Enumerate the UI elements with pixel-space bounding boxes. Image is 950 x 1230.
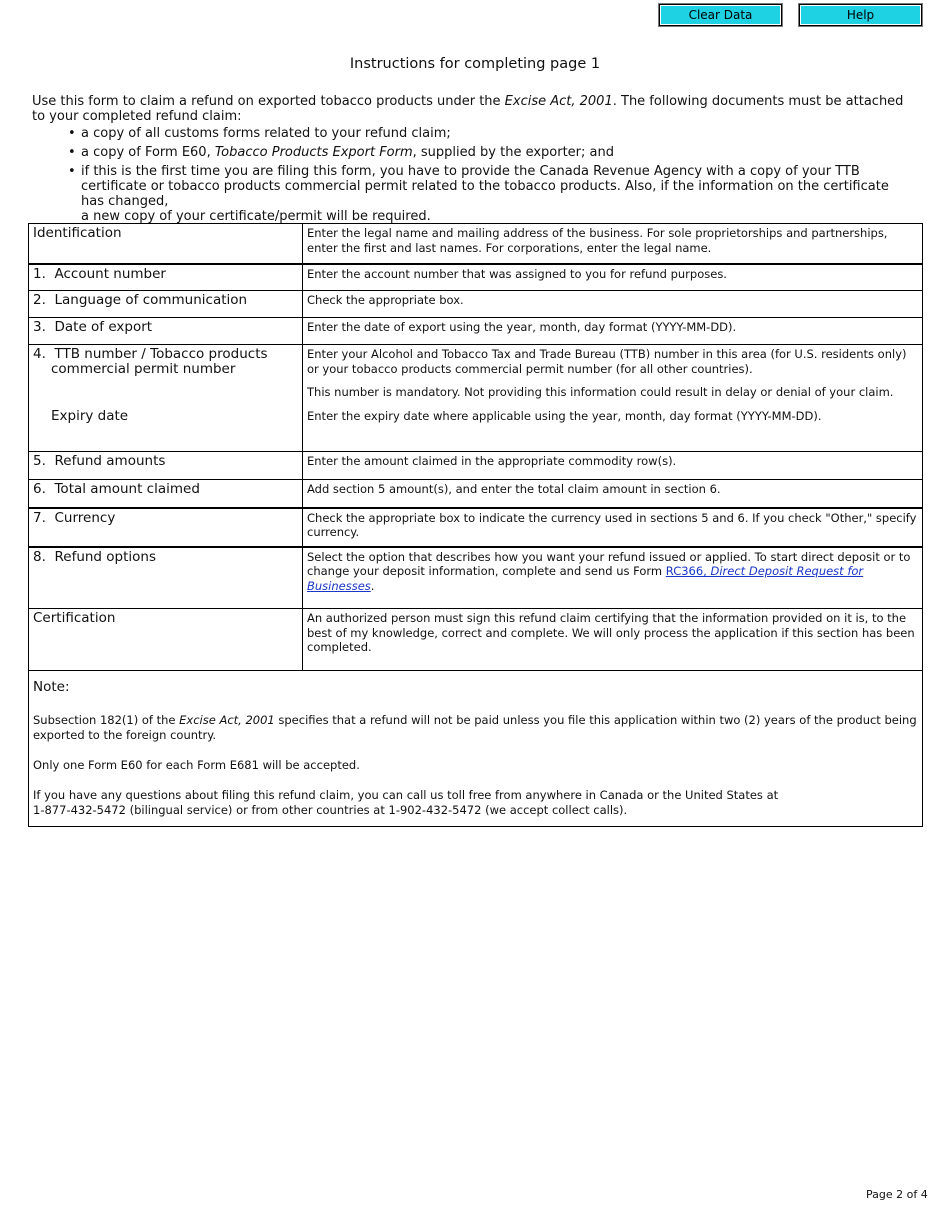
table-row-identification: [29, 224, 923, 264]
row-description-text: Enter the expiry date where applicable using the year, month, day format (YYYY-MM-DD).: [307, 408, 822, 423]
row-number: 5.: [33, 453, 46, 469]
row-label: [29, 480, 303, 508]
row-number: 6.: [33, 481, 46, 497]
list-item: [32, 145, 912, 160]
row-description: [303, 547, 923, 609]
bullet-icon: •: [68, 164, 76, 179]
page-number: Page 2 of 4: [866, 1188, 928, 1201]
bullet-icon: •: [68, 145, 76, 160]
clear-data-button[interactable]: Clear Data: [659, 4, 782, 26]
intro-lead-text-2: . The following documents must be attached to your completed refund claim:: [32, 94, 904, 124]
row-label-text: Date of export: [54, 319, 153, 335]
note-box: [29, 671, 923, 827]
note-title: Note:: [33, 679, 70, 695]
row-description-text: Check the appropriate box to indicate the currency used in sections 5 and 6. If you check "Other," specify currency.: [307, 510, 917, 539]
row-number: 7.: [33, 509, 46, 526]
row-description: [303, 224, 923, 264]
table-row-note: [29, 671, 923, 827]
row-label: [29, 224, 303, 264]
table-row-certification: [29, 609, 923, 671]
table-row-refund-options: [29, 547, 923, 609]
list-item-text: a new copy of your certificate/permit will be required.: [81, 209, 431, 224]
row-description: [303, 345, 923, 452]
row-label: [29, 508, 303, 547]
list-item-text: a copy of Form E60,: [81, 145, 215, 160]
row-description: [303, 609, 923, 671]
help-button[interactable]: Help: [799, 4, 922, 26]
list-item-text: a copy of all customs forms related to your refund claim;: [81, 126, 451, 141]
row-label-text: Total amount claimed: [54, 481, 200, 497]
row-label-text: Certification: [33, 610, 116, 626]
form-title: Tobacco Products Export Form: [214, 145, 413, 160]
form-title: Direct Deposit Request for Businesses: [307, 564, 864, 593]
row-description-text: Add section 5 amount(s), and enter the total claim amount in section 6.: [307, 482, 721, 496]
row-label: [29, 547, 303, 609]
row-label: [29, 264, 303, 291]
intro-section: [32, 94, 912, 228]
row-number: 8.: [33, 548, 46, 565]
row-description-text: enter the first and last names. For corporations, enter the legal name.: [307, 240, 712, 255]
required-documents-list: [32, 126, 912, 224]
row-description-text: Enter the amount claimed in the appropriate commodity row(s).: [307, 454, 677, 468]
row-number: 1.: [33, 265, 46, 282]
table-row-currency: [29, 508, 923, 547]
row-label-text: Identification: [33, 225, 122, 241]
row-label-text: commercial permit number: [51, 361, 236, 377]
row-description-text: This number is mandatory. Not providing this information could result in delay or denial of your claim.: [307, 385, 894, 399]
list-item: [32, 164, 912, 224]
intro-act-name: Excise Act, 2001: [504, 94, 613, 109]
row-label-text: Language of communication: [54, 292, 248, 308]
row-label-text: Currency: [54, 509, 116, 526]
row-description: [303, 264, 923, 291]
row-label: [29, 609, 303, 671]
row-description: [303, 291, 923, 318]
expiry-date-label: Expiry date: [51, 408, 129, 424]
row-label: [29, 345, 303, 452]
note-paragraph: [33, 713, 918, 743]
form-code: RC366,: [665, 564, 711, 578]
row-description-text: An authorized person must sign this refund claim certifying that the information provided on it is, to the best of my knowledge, correct and complete. We will only process the application if this section has been completed.: [307, 611, 915, 654]
note-text: Subsection 182(1) of the: [33, 713, 180, 727]
row-description-text: Enter the legal name and mailing address of the business. For sole proprietorships and partnerships,: [307, 226, 888, 240]
table-row-refund-amounts: [29, 452, 923, 480]
row-label: [29, 318, 303, 345]
intro-lead: [32, 94, 912, 124]
table-row-total-amount: [29, 480, 923, 508]
note-paragraph: [33, 788, 918, 818]
row-description-text: Enter your Alcohol and Tobacco Tax and Trade Bureau (TTB) number in this area (for U.S. residents only) or your tobacco products commercial permit number (for all other countries).: [307, 347, 907, 376]
bullet-icon: •: [68, 126, 76, 141]
table-row-ttb-number: [29, 345, 923, 452]
list-item: [32, 126, 912, 141]
table-row-date-of-export: [29, 318, 923, 345]
list-item-text: if this is the first time you are filing this form, you have to provide the Canada Revenue Agency with a copy of your TTB certificate or tobacco products commercial permit related to the tobacco products. Also, if the information on the certificate has changed,: [81, 164, 889, 209]
row-description-text: Check the appropriate box.: [307, 293, 464, 307]
row-description-text: Select the option that describes how you want your refund issued or applied. To start direct deposit or to change your deposit information, complete and send us Form: [307, 549, 911, 578]
row-description: [303, 318, 923, 345]
table-row-account-number: [29, 264, 923, 291]
note-paragraph: Only one Form E60 for each Form E681 will be accepted.: [33, 758, 360, 772]
row-description-text: Enter the date of export using the year, month, day format (YYYY-MM-DD).: [307, 320, 737, 334]
row-label-text: Account number: [54, 265, 166, 282]
row-description: [303, 508, 923, 547]
row-number: 2.: [33, 292, 46, 308]
row-label: [29, 291, 303, 318]
act-name: Excise Act, 2001: [179, 713, 275, 727]
instructions-table: [28, 223, 923, 827]
note-text: If you have any questions about filing this refund claim, you can call us toll free from anywhere in Canada or the United States at: [33, 788, 779, 802]
row-description-text: Enter the account number that was assigned to you for refund purposes.: [307, 266, 727, 281]
table-row-language: [29, 291, 923, 318]
row-description-text: .: [370, 578, 375, 593]
row-label-text: Refund amounts: [54, 453, 166, 469]
row-description: [303, 452, 923, 480]
note-text: 1-877-432-5472 (bilingual service) or from other countries at 1-902-432-5472 (we accept collect calls).: [33, 803, 628, 817]
row-label-text: Refund options: [54, 548, 157, 565]
row-number: 3.: [33, 319, 46, 335]
page-title: Instructions for completing page 1: [349, 56, 601, 72]
note-text: specifies that a refund will not be paid unless you file this application within two (2) years of the product being exported to the foreign country.: [33, 713, 917, 742]
list-item-text: , supplied by the exporter; and: [412, 145, 614, 160]
row-number: 4.: [33, 346, 46, 362]
row-label-text: TTB number / Tobacco products: [54, 346, 268, 362]
row-description: [303, 480, 923, 508]
row-label: [29, 452, 303, 480]
intro-lead-text: Use this form to claim a refund on exported tobacco products under the: [32, 94, 505, 109]
